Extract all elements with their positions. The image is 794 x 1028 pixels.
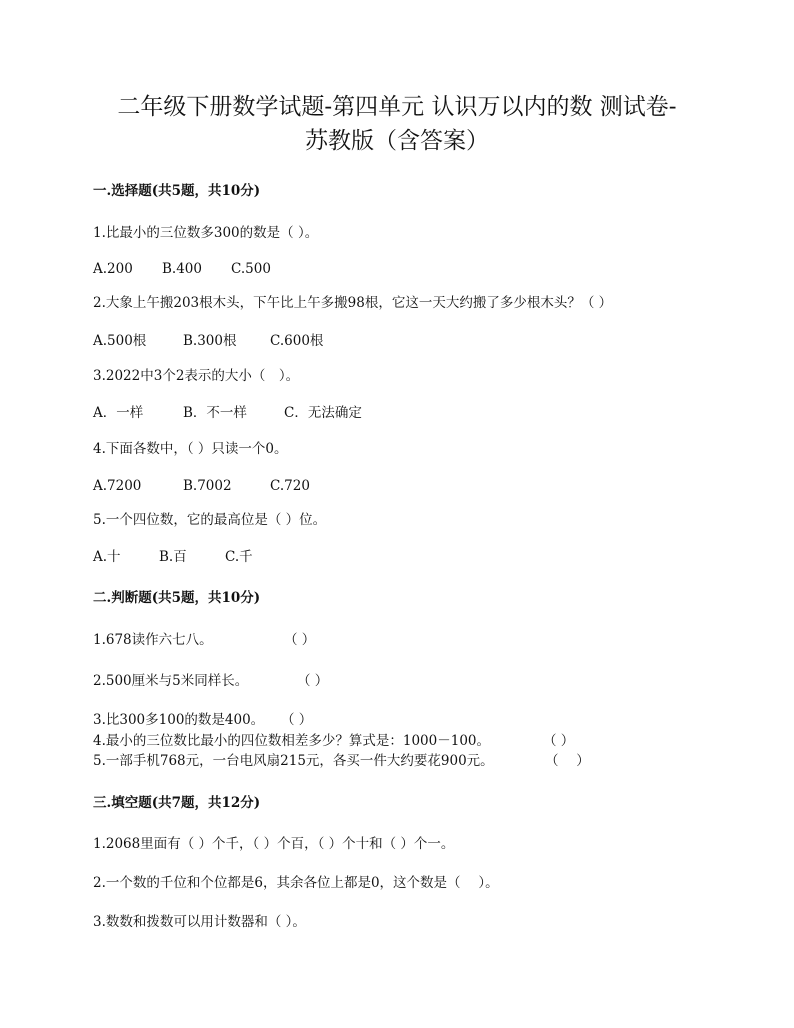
document-title-line-1: 二年级下册数学试题-第四单元 认识万以内的数 测试卷- bbox=[117, 94, 677, 120]
fill-question-2: 2.一个数的千位和个位都是6，其余各位上都是0，这个数是（ ）。 bbox=[93, 875, 499, 891]
fill-question-1: 1.2068里面有（ ）个千，（ ）个百，（ ）个十和（ ）个一。 bbox=[93, 836, 455, 852]
choice-q4-option-a: A.7200 bbox=[93, 478, 142, 494]
section-heading-fill-blank: 三.填空题(共7题，共12分) bbox=[93, 795, 261, 811]
choice-q5-option-c: C.千 bbox=[225, 549, 253, 565]
choice-question-2: 2.大象上午搬203根木头，下午比上午多搬98根，它这一天大约搬了多少根木头？（ ） bbox=[93, 295, 613, 311]
choice-question-5: 5.一个四位数，它的最高位是（ ）位。 bbox=[93, 512, 327, 528]
choice-q4-option-b: B.7002 bbox=[183, 478, 232, 494]
document-title-line-2: 苏教版（含答案） bbox=[305, 128, 489, 154]
choice-q3-option-a: A．一样 bbox=[93, 405, 144, 421]
tf-question-3: 3.比300多100的数是400。 bbox=[93, 712, 265, 728]
tf-q2-answer-blank: （ ） bbox=[297, 673, 329, 689]
choice-q1-option-c: C.500 bbox=[231, 261, 271, 277]
tf-q3-answer-blank: （ ） bbox=[281, 712, 313, 728]
tf-question-4: 4.最小的三位数比最小的四位数相差多少？算式是：1000－100。 bbox=[93, 733, 491, 749]
choice-question-1: 1.比最小的三位数多300的数是（ ）。 bbox=[93, 225, 319, 241]
choice-question-4: 4.下面各数中，（ ）只读一个0。 bbox=[93, 441, 288, 457]
tf-question-1: 1.678读作六七八。 bbox=[93, 632, 213, 648]
choice-q1-option-b: B.400 bbox=[162, 261, 202, 277]
tf-question-5: 5.一部手机768元，一台电风扇215元，各买一件大约要花900元。 bbox=[93, 753, 494, 769]
choice-q4-option-c: C.720 bbox=[270, 478, 310, 494]
choice-q5-option-a: A.十 bbox=[93, 549, 121, 565]
choice-q2-option-c: C.600根 bbox=[270, 333, 324, 349]
choice-question-3: 3.2022中3个2表示的大小（ ）。 bbox=[93, 368, 300, 384]
choice-q2-option-a: A.500根 bbox=[93, 333, 147, 349]
fill-question-3: 3.数数和拨数可以用计数器和（ ）。 bbox=[93, 914, 306, 930]
tf-q5-answer-blank: （ ） bbox=[545, 753, 590, 769]
choice-q5-option-b: B.百 bbox=[159, 549, 187, 565]
choice-q2-option-b: B.300根 bbox=[183, 333, 237, 349]
tf-q1-answer-blank: （ ） bbox=[284, 632, 316, 648]
tf-q4-answer-blank: （ ） bbox=[543, 733, 575, 749]
choice-q1-option-a: A.200 bbox=[93, 261, 133, 277]
section-heading-choice: 一.选择题(共5题，共10分) bbox=[93, 183, 261, 199]
tf-question-2: 2.500厘米与5米同样长。 bbox=[93, 673, 249, 689]
section-heading-true-false: 二.判断题(共5题，共10分) bbox=[93, 590, 261, 606]
choice-q3-option-c: C．无法确定 bbox=[284, 405, 362, 421]
choice-q3-option-b: B．不一样 bbox=[183, 405, 247, 421]
